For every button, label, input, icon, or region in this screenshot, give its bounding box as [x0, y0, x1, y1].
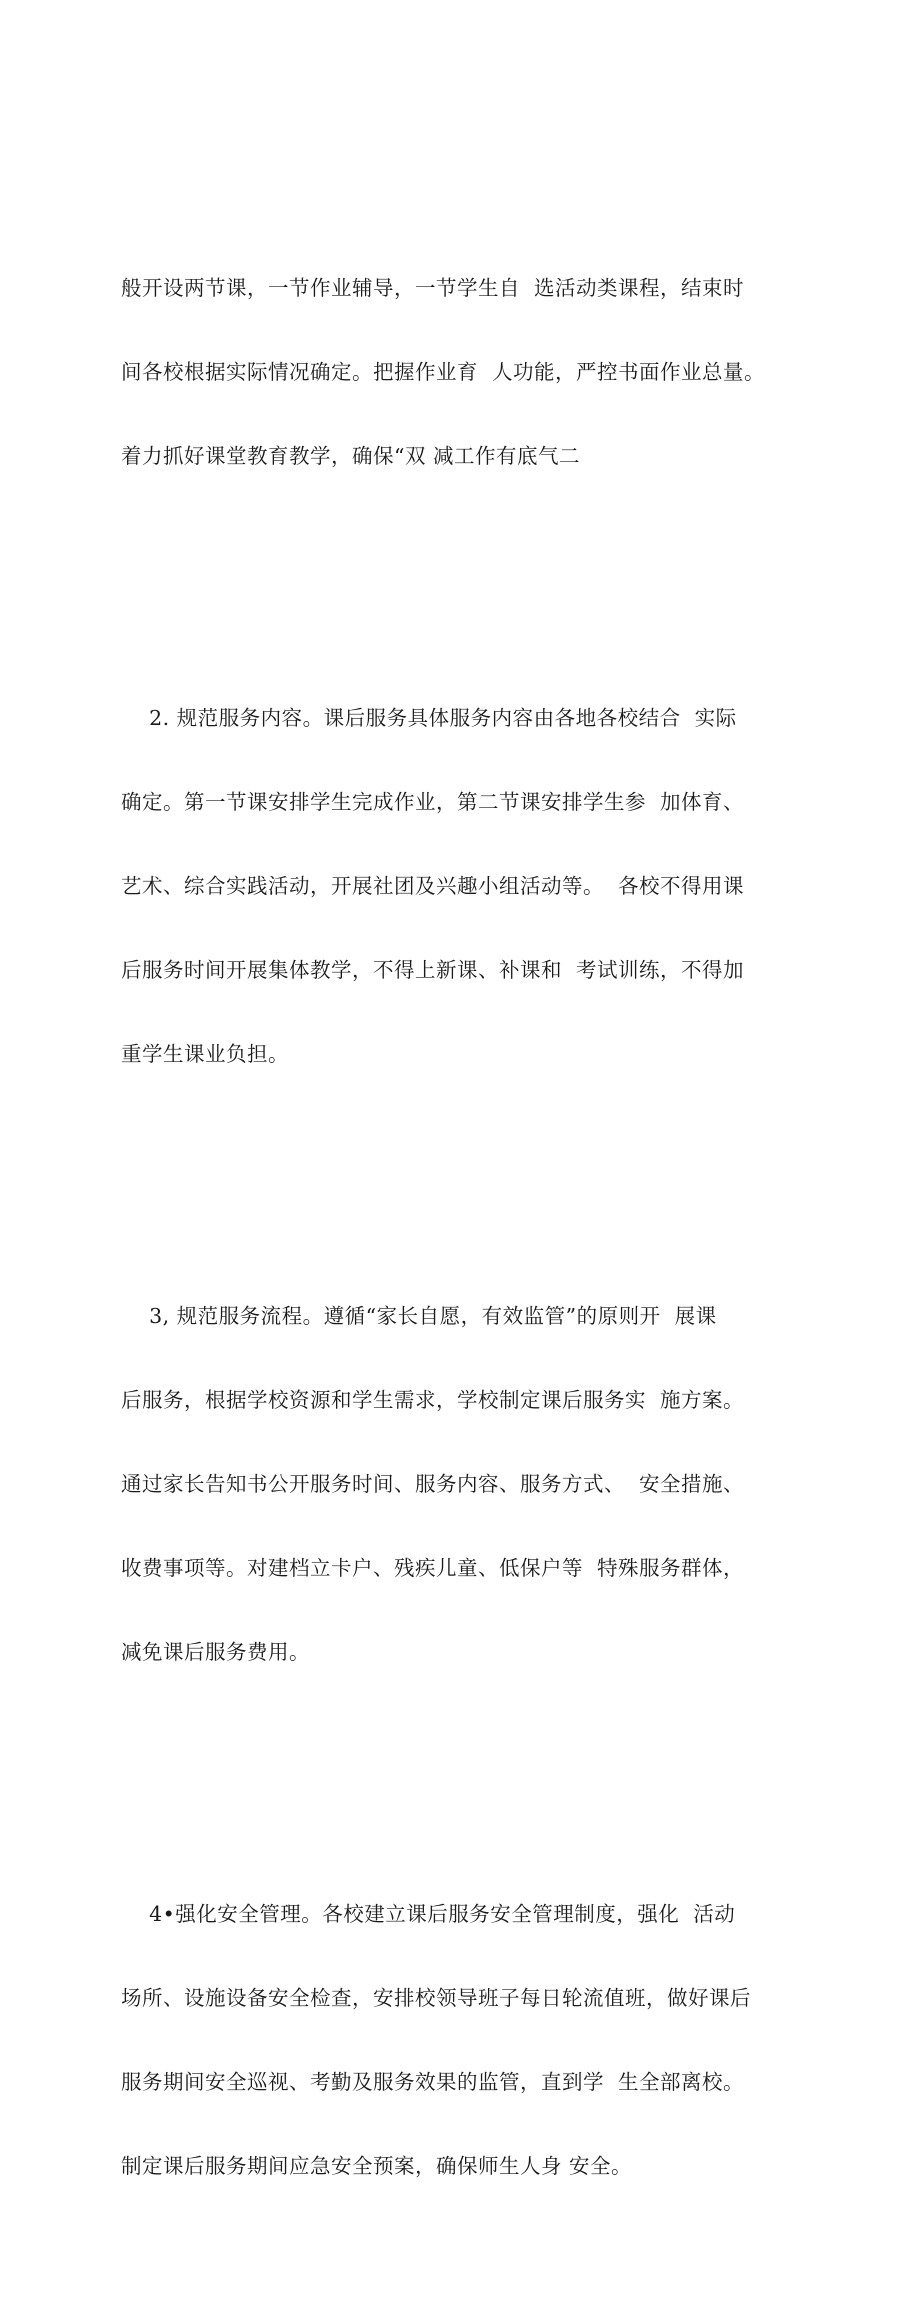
text-line: 收费事项等。对建档立卡户、残疾儿童、低保户等 特殊服务群体，	[121, 1556, 745, 1580]
text-line: 着力抓好课堂教育教学，确保“双 减工作有底气二	[121, 444, 580, 468]
paragraph-service-content	[121, 652, 821, 1120]
text-line: 艺术、综合实践活动，开展社团及兴趣小组活动等。 各校不得用课	[121, 874, 745, 898]
document-body	[121, 150, 821, 2304]
text-line: 制定课后服务期间应急安全预案，确保师生人身 安全。	[121, 2154, 633, 2178]
paragraph-safety-management	[121, 1848, 821, 2232]
text-line: 后服务时间开展集体教学，不得上新课、补课和 考试训练，不得加	[121, 958, 745, 982]
text-line: 通过家长告知书公开服务时间、服务内容、服务方式、 安全措施、	[121, 1472, 745, 1496]
text-line: 般开设两节课，一节作业辅导，一节学生自 选活动类课程，结束时	[121, 276, 745, 300]
text-line: 重学生课业负担。	[121, 1042, 289, 1066]
text-line: 2. 规范服务内容。课后服务具体服务内容由各地各校结合 实际	[121, 706, 737, 730]
text-line: 4•强化安全管理。各校建立课后服务安全管理制度，强化 活动	[121, 1902, 736, 1926]
text-line: 3, 规范服务流程。遵循“家长自愿，有效监管”的原则开 展课	[121, 1304, 717, 1328]
text-line: 确定。第一节课安排学生完成作业，第二节课安排学生参 加体育、	[121, 790, 745, 814]
text-line: 后服务，根据学校资源和学生需求，学校制定课后服务实 施方案。	[121, 1388, 745, 1412]
paragraph-continuation	[121, 222, 821, 522]
paragraph-service-process	[121, 1250, 821, 1718]
text-line: 场所、设施设备安全检查，安排校领导班子每日轮流值班，做好课后	[121, 1986, 751, 2010]
text-line: 减免课后服务费用。	[121, 1640, 310, 1664]
text-line: 间各校根据实际情况确定。把握作业育 人功能，严控书面作业总量。	[121, 360, 766, 384]
text-line: 服务期间安全巡视、考勤及服务效果的监管，直到学 生全部离校。	[121, 2070, 745, 2094]
